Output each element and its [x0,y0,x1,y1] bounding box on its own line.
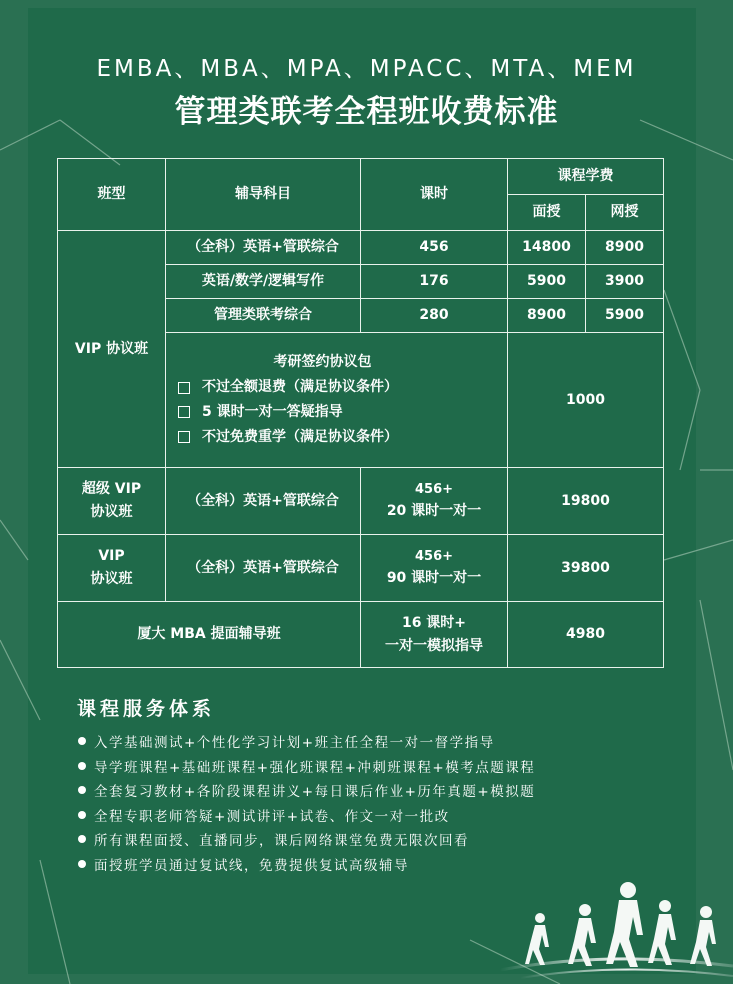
bullet-icon [78,860,86,868]
services-title: 课程服务体系 [77,698,216,720]
service-item-label: 全程专职老师答疑+测试讲评+试卷、作文一对一批改 [94,808,450,825]
super-vip-name-line2: 协议班 [90,504,133,520]
vip-row-hours: 176 [361,265,508,299]
bullet-icon [78,835,86,843]
agreement-item-label: 不过免费重学（满足协议条件） [202,428,398,445]
service-item-label: 所有课程面授、直播同步，课后网络课堂免费无限次回看 [94,833,469,850]
vip2-class-name [58,535,166,602]
agreement-title: 考研签约协议包 [273,354,372,371]
agreement-item-label: 不过全额退费（满足协议条件） [202,379,398,396]
service-item [78,803,678,828]
vip-row-in-person: 8900 [508,299,586,333]
vip-row-subject: （全科）英语+管联综合 [166,231,361,265]
vip-row-hours: 280 [361,299,508,333]
vip-row-online: 5900 [586,299,664,333]
vip-row-subject: 管理类联考综合 [166,299,361,333]
vip-row-in-person: 14800 [508,231,586,265]
service-item-label: 全套复习教材+各阶段课程讲义+每日课后作业+历年真题+模拟题 [94,784,536,801]
interview-hours-line2: 一对一模拟指导 [385,637,483,654]
agreement-item [178,404,507,421]
bullet-icon [78,762,86,770]
super-vip-price: 19800 [508,468,664,535]
vip-row-in-person: 5900 [508,265,586,299]
service-item [78,729,678,754]
super-vip-name-line1: 超级 VIP [81,481,142,498]
fee-table [57,158,664,668]
interview-hours [361,602,508,668]
header-online: 网授 [586,195,664,231]
agreement-item [178,429,507,446]
checkbox-icon [178,382,190,394]
checkbox-icon [178,406,190,418]
runners-illustration [500,870,733,984]
super-vip-hours-line1: 456+ [414,481,454,497]
service-item [78,827,678,852]
header-in-person: 面授 [508,195,586,231]
bullet-icon [78,811,86,819]
page-title: 管理类联考全程班收费标准 [174,94,559,130]
vip2-name-line1: VIP [98,548,125,565]
interview-price: 4980 [508,602,664,668]
interview-class-name: 厦大 MBA 提面辅导班 [58,602,361,668]
vip-row-hours: 456 [361,231,508,265]
service-item-label: 面授班学员通过复试线，免费提供复试高级辅导 [94,857,409,874]
vip2-name-line2: 协议班 [90,571,133,587]
super-vip-hours [361,468,508,535]
service-item [78,754,678,779]
bullet-icon [78,786,86,794]
super-vip-hours-line2: 20 课时一对一 [386,503,482,520]
super-vip-class-name [58,468,166,535]
interview-hours-line1: 16 课时+ [401,614,467,631]
checkbox-icon [178,431,190,443]
vip-class-name: VIP 协议班 [58,231,166,468]
service-item-label: 入学基础测试+个性化学习计划+班主任全程一对一督学指导 [94,735,495,752]
super-vip-subject: （全科）英语+管联综合 [166,468,361,535]
program-list: EMBA、MBA、MPA、MPACC、MTA、MEM [96,56,637,82]
agreement-price: 1000 [508,333,664,468]
header-subjects: 辅导科目 [166,159,361,231]
vip2-hours-line2: 90 课时一对一 [386,570,482,587]
header-hours: 课时 [361,159,508,231]
vip2-subject: （全科）英语+管联综合 [166,535,361,602]
agreement-item-label: 5 课时一对一答疑指导 [202,404,343,420]
vip2-price: 39800 [508,535,664,602]
agreement-item [178,379,507,396]
service-item [78,778,678,803]
vip-row-online: 8900 [586,231,664,265]
vip-row-online: 3900 [586,265,664,299]
bullet-icon [78,737,86,745]
service-item-label: 导学班课程+基础班课程+强化班课程+冲刺班课程+模考点题课程 [94,759,536,776]
agreement-package [166,333,508,468]
header-class-type: 班型 [58,159,166,231]
services-list [78,729,678,876]
vip-row-subject: 英语/数学/逻辑写作 [166,265,361,299]
header-tuition: 课程学费 [508,159,664,195]
vip2-hours-line1: 456+ [414,548,454,564]
vip2-hours [361,535,508,602]
